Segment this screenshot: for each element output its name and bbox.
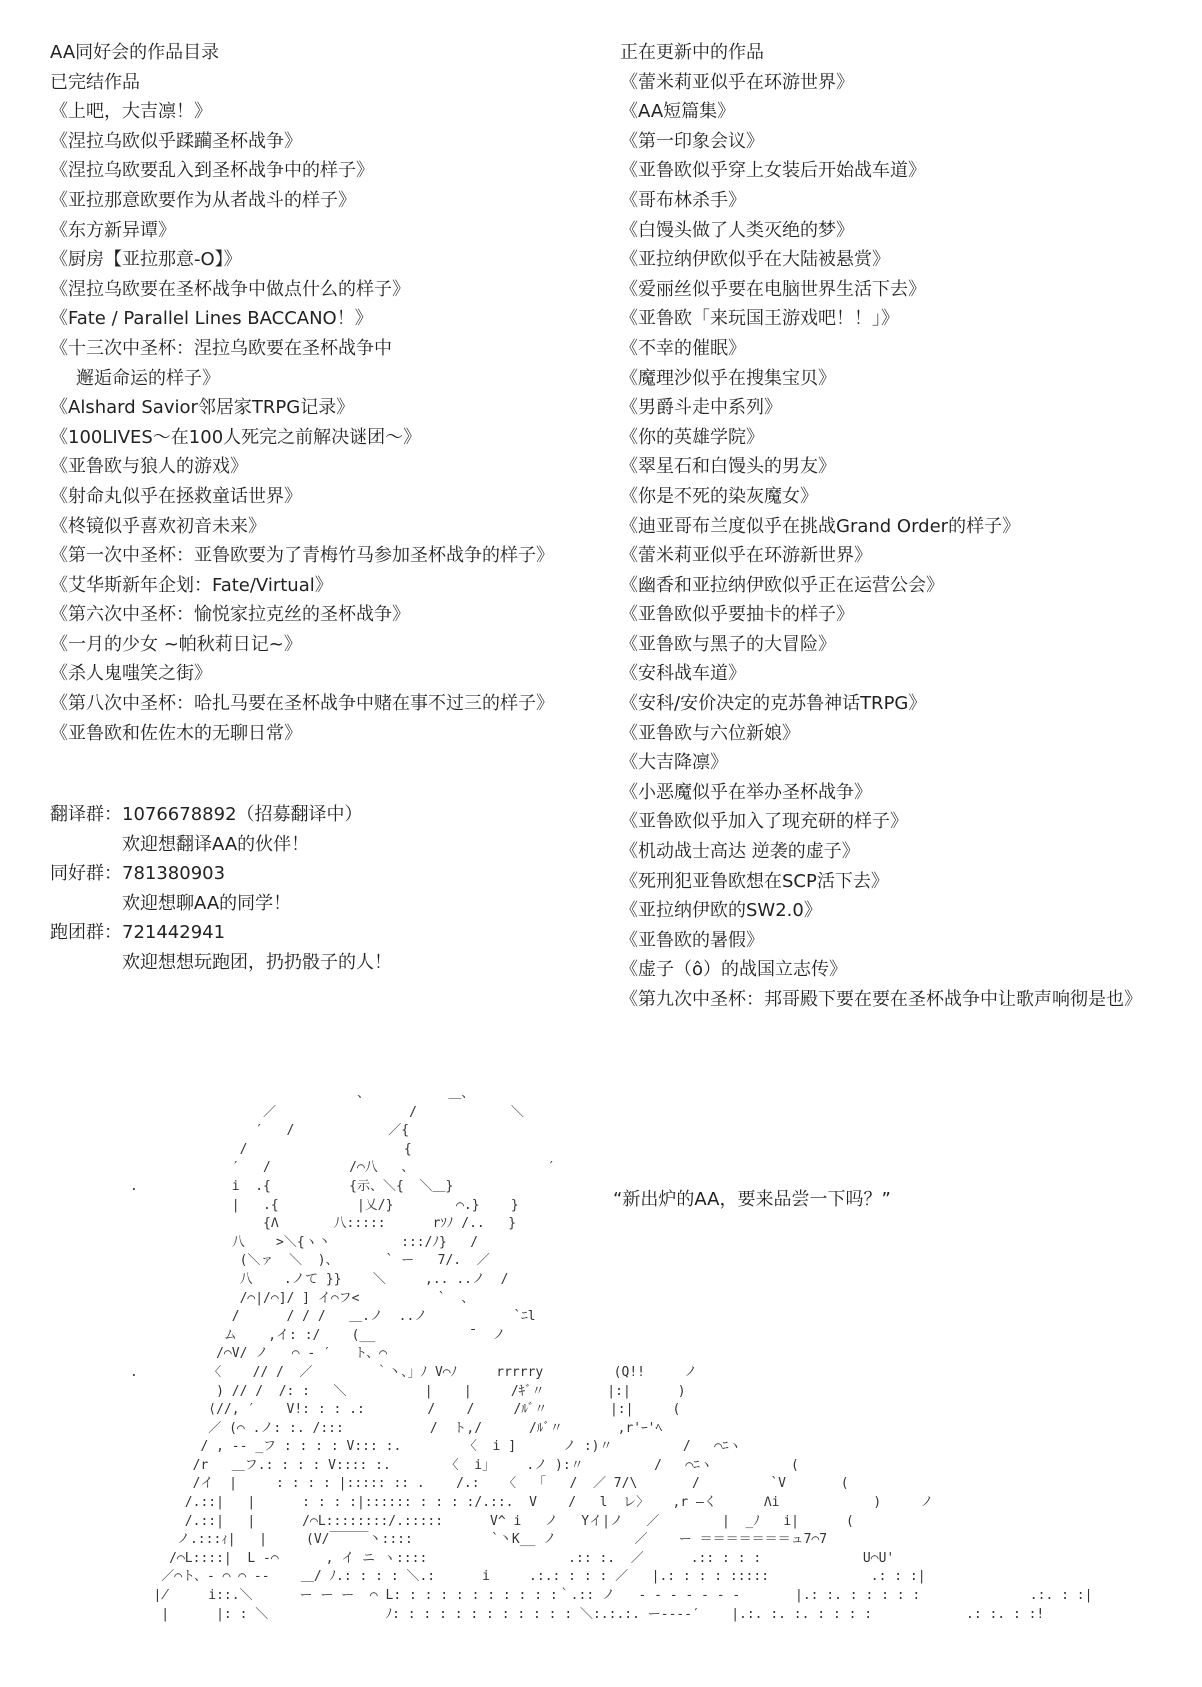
work-title: 《涅拉乌欧似乎蹂躏圣杯战争》 [50, 130, 302, 152]
work-title: 《机动战士高达 逆袭的虚子》 [620, 841, 860, 863]
work-title: 《亚鲁欧似乎加入了现充研的样子》 [620, 811, 908, 833]
work-title: 《亚拉纳伊欧的SW2.0》 [620, 900, 822, 922]
ongoing-works-heading: 正在更新中的作品 [620, 42, 764, 63]
work-title: 《100LIVES～在100人死完之前解决谜团～》 [50, 426, 422, 448]
work-title: 《第八次中圣杯：哈扎马要在圣杯战争中赌在事不过三的样子》 [50, 693, 554, 715]
group-note: 欢迎想想玩跑团，扔扔骰子的人！ [122, 951, 392, 973]
work-title: 《亚鲁欧似乎穿上女装后开始战车道》 [620, 160, 926, 182]
work-title: 《一月的少女 ~帕秋莉日记~》 [50, 633, 302, 655]
work-title: 《白馒头做了人类灭绝的梦》 [620, 219, 854, 241]
group-row-translation [50, 800, 392, 830]
ongoing-works-column [620, 38, 1180, 1015]
work-title: 《Alshard Savior邻居家TRPG记录》 [50, 397, 355, 419]
work-title: 《亚鲁欧的暑假》 [620, 929, 764, 951]
work-title: 《亚鲁欧和佐佐木的无聊日常》 [50, 722, 302, 744]
work-title: 《第一次中圣杯：亚鲁欧要为了青梅竹马参加圣杯战争的样子》 [50, 545, 554, 567]
work-title: 《亚鲁欧与狼人的游戏》 [50, 456, 248, 478]
work-title: 《射命丸似乎在拯救童话世界》 [50, 485, 302, 507]
work-title: 《蕾米莉亚似乎在环游世界》 [620, 71, 854, 93]
work-title: 《男爵斗走中系列》 [620, 397, 782, 419]
work-title: 《第一印象会议》 [620, 130, 764, 152]
work-title: 《第六次中圣杯：愉悦家拉克丝的圣杯战争》 [50, 604, 410, 626]
catalog-title: AA同好会的作品目录 [50, 42, 220, 63]
work-title: 《涅拉乌欧要乱入到圣杯战争中的样子》 [50, 160, 374, 182]
work-title: 《艾华斯新年企划：Fate/Virtual》 [50, 574, 333, 596]
work-title: 《AA短篇集》 [620, 101, 736, 123]
work-title: 《东方新异谭》 [50, 219, 176, 241]
completed-works-column [50, 38, 610, 748]
work-title: 《小恶魔似乎在举办圣杯战争》 [620, 781, 872, 803]
work-title: 《上吧，大吉凛！》 [50, 101, 212, 123]
work-title: 《亚鲁欧与六位新娘》 [620, 722, 800, 744]
work-title: 《杀人鬼嗤笑之街》 [50, 663, 212, 685]
work-title: 《迪亚哥布兰度似乎在挑战Grand Order的样子》 [620, 515, 1021, 537]
group-note: 欢迎想翻译AA的伙伴！ [122, 833, 310, 855]
work-title: 《Fate / Parallel Lines BACCANO！》 [50, 308, 373, 330]
work-title: 《亚鲁欧「来玩国王游戏吧！！」》 [620, 308, 899, 330]
speech-quote: “新出炉的AA，要来品尝一下吗？” [613, 1189, 891, 1210]
work-title: 《幽香和亚拉纳伊欧似乎正在运营公会》 [620, 574, 944, 596]
group-contacts [50, 800, 392, 978]
work-title: 《第九次中圣杯：邦哥殿下要在要在圣杯战争中让歌声响彻是也》 [620, 989, 1142, 1010]
work-title: 《安科战车道》 [620, 663, 746, 685]
work-title: 《蕾米莉亚似乎在环游新世界》 [620, 545, 872, 567]
work-title: 《涅拉乌欧要在圣杯战争中做点什么的样子》 [50, 278, 410, 300]
group-label: 翻译群： [50, 804, 122, 825]
work-title: 《十三次中圣杯：涅拉乌欧要在圣杯战争中 [50, 337, 392, 359]
group-label: 同好群： [50, 863, 122, 885]
work-title: 《死刑犯亚鲁欧想在SCP活下去》 [620, 870, 889, 892]
work-title: 《翠星石和白馒头的男友》 [620, 456, 836, 478]
group-row-fans [50, 859, 392, 889]
work-title: 《亚拉纳伊欧似乎在大陆被悬赏》 [620, 249, 890, 271]
ascii-art-illustration: 、 ＿、 ／ / ＼ ′ / ／{ / { ′ / /⌒八 、 ′ . i .{ {示、＼{ ＼＿} | .{ |乂/} ⌒.} } {Λ 八::::: rｿﾉ /.. } 八 >＼{ヽ丶 :::/ﾉ} / (＼ァ ＼ )、 ` ー 7/. ／ 八 .ノて }} ＼ ,.. ..ノ / /⌒|/⌒]/ ] イ⌒フ< ` 、 / / / / ＿.ノ ..ノ `ﾆl ム ,イ: :/ (__ ̄ ノ /⌒V/ ノ ⌒ ‐ ′ ト、⌒ . 〈 // / ／ ｀丶、」ﾉ V⌒ﾉ rrrrry (Q!! ノ ) // / /: : ＼ | | /ｷﾞ〃 |:| ) ⟨//, ′ V!: : : .: / / /ﾙﾞ〃 |:| ( ／ (⌒ .ノ: :. /::: / ト,/ /ﾙﾞ〃 ,r'ｰ'ﾍ / , -‐ _フ : : : : V::: :. 〈 i ] ノ :)〃 / ⌒ﾆヽ /r ＿フ.: : : : V:::: :. 〈 i」 .ノ ):〃 / ⌒ﾆヽ ( /イ | : : : : |::::: :: . /.: 〈 ｢ / ／ 7/\ / `V ( /.::| | : : : :|:::::: : : : :/.::. V / l レ〉 ,r ―く Λi ) ノ /.::| | /⌒L::::::::/.::::: V^ i ノ Yイ|ノ ／ | _ﾉ i| ( ノ.:::ｨ| | (V/￣￣￣丶:::: `丶K__ ノ ／ ー ＝＝＝＝＝＝＝ュ7⌒7 /⌒L::::| L ‐⌒ , イ ニ ヽ:::: .:: :. ／ .:: : : : U⌒U' ／⌒ト、‐ ⌒ ⌒ ‐‐ ＿/ ﾉ.: : : : ＼.: i .:.: : : : ／ |.: : : : ::::: .: : :| ∤ i::.＼ ー ー ー ⌒ L: : : : : : : : : : :｀.:: ノ ‐ ‐ ‐ ‐ ‐ ‐ ‐ |.: :. : : : : : .:. : :| | |: : ＼ ﾉ: : : : : : : : : : : : ＼:.:.:. ー‐‐‐‐′ |.:. :. :. : : : : .: :. : :! [130, 1086, 1093, 1622]
work-title-continued: 邂逅命运的样子》 [76, 367, 220, 389]
work-title: 《魔理沙似乎在搜集宝贝》 [620, 367, 836, 389]
work-title: 《亚鲁欧似乎要抽卡的样子》 [620, 604, 854, 626]
work-title: 《不幸的催眠》 [620, 337, 746, 359]
group-number: 721442941 [122, 922, 226, 944]
work-title: 《你的英雄学院》 [620, 426, 764, 448]
work-title: 《亚鲁欧与黑子的大冒险》 [620, 633, 836, 655]
work-title: 《虚子（ô）的战国立志传》 [620, 959, 848, 981]
work-title: 《柊镜似乎喜欢初音未来》 [50, 515, 266, 537]
work-title: 《你是不死的染灰魔女》 [620, 485, 818, 507]
work-title: 《爱丽丝似乎要在电脑世界生活下去》 [620, 278, 926, 300]
group-number: 1076678892（招募翻译中） [122, 804, 363, 825]
work-title: 《厨房【亚拉那意-O】》 [50, 249, 242, 271]
group-label: 跑团群： [50, 922, 122, 944]
work-title: 《安科/安价决定的克苏鲁神话TRPG》 [620, 693, 927, 715]
work-title: 《大吉降凛》 [620, 752, 728, 774]
completed-works-heading: 已完结作品 [50, 71, 140, 93]
group-number: 781380903 [122, 863, 226, 885]
work-title: 《亚拉那意欧要作为从者战斗的样子》 [50, 189, 356, 211]
work-title: 《哥布林杀手》 [620, 189, 746, 211]
group-note: 欢迎想聊AA的同学！ [122, 892, 292, 914]
group-row-trpg [50, 918, 392, 948]
